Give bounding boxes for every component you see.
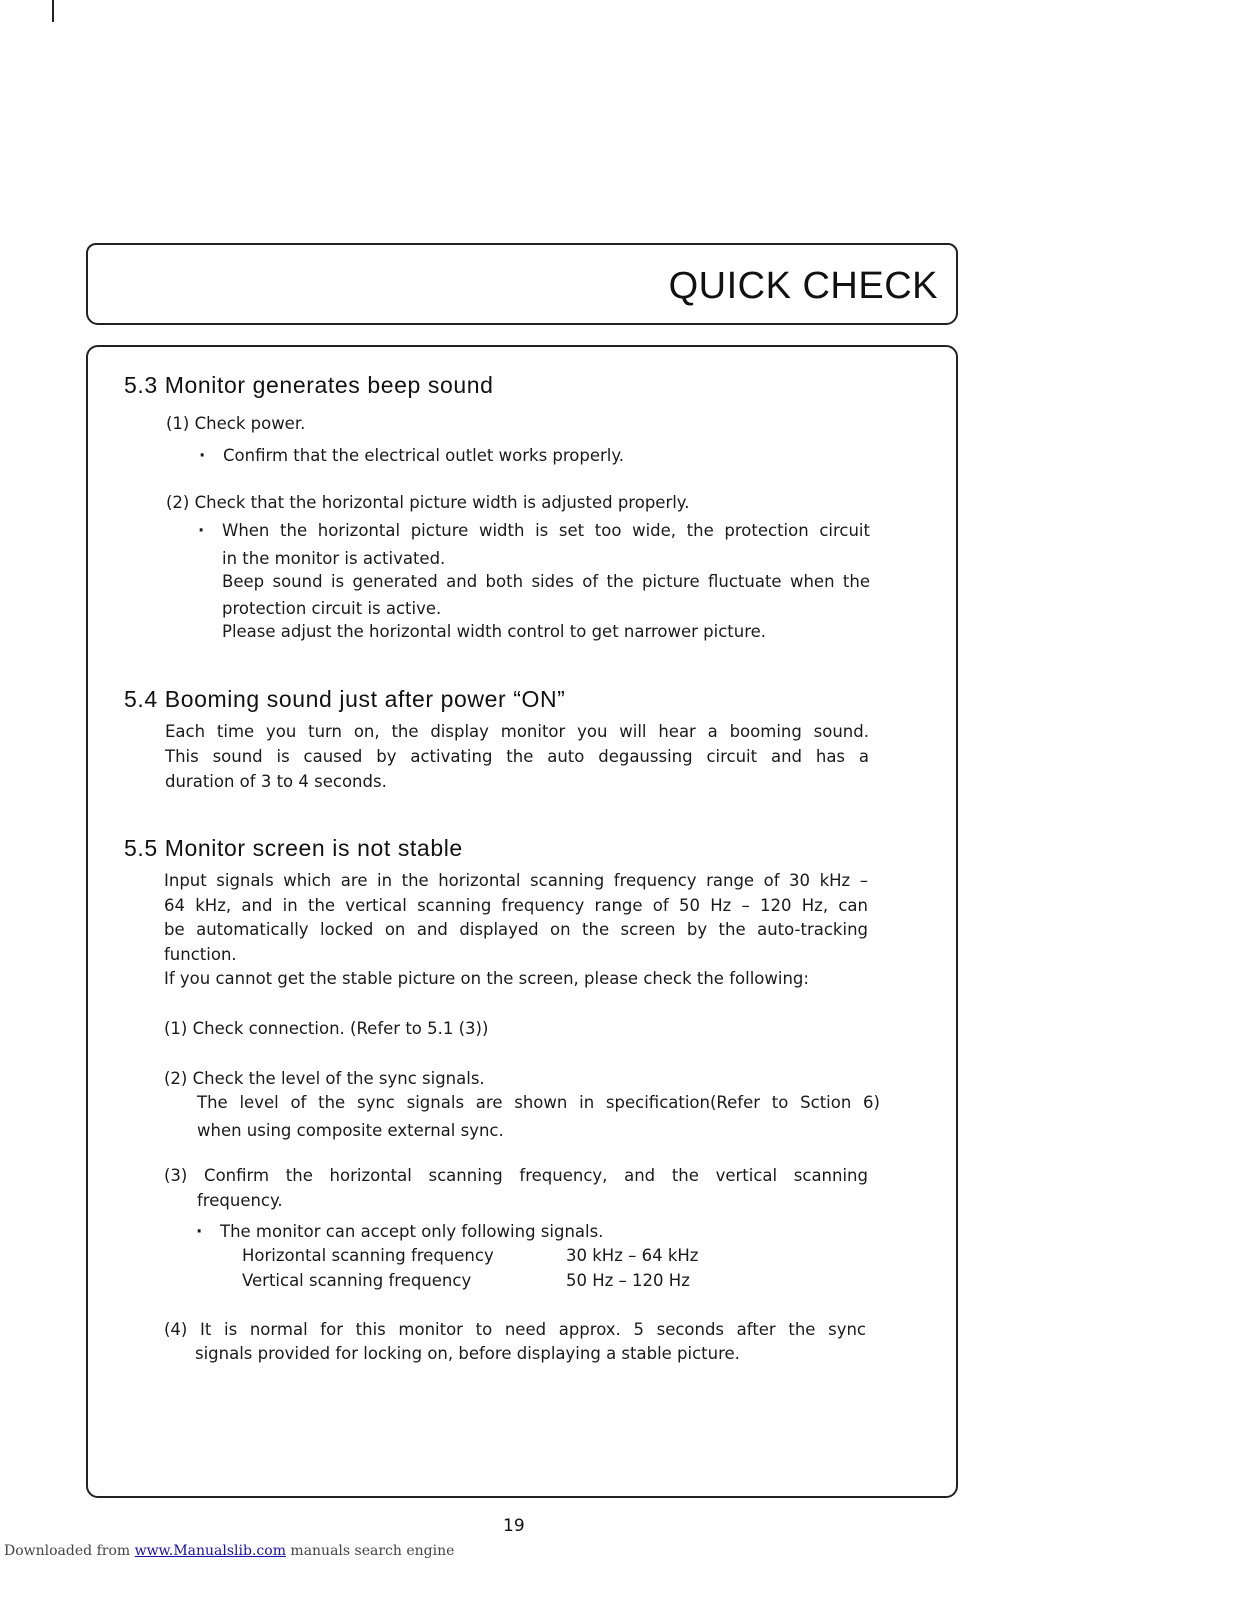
download-footer bbox=[4, 1543, 454, 1559]
section-5-5-title: 5.5 Monitor screen is not stable bbox=[124, 835, 463, 861]
section-5-3-item-2-line-1: · When the horizontal picture width is set too wide, the protection circuit bbox=[222, 519, 870, 544]
section-5-5-item-2: (2) Check the level of the sync signals. bbox=[164, 1069, 485, 1088]
section-5-5-item-3-line-2: frequency. bbox=[197, 1191, 283, 1210]
footer-prefix: Downloaded from bbox=[4, 1543, 135, 1559]
section-5-5-item-3-bullet: · The monitor can accept only following signals. bbox=[220, 1220, 603, 1245]
section-5-3-item-2-line-4: protection circuit is active. bbox=[222, 599, 442, 618]
section-5-3-item-1: (1) Check power. bbox=[166, 414, 306, 433]
page-number: 19 bbox=[503, 1516, 525, 1536]
section-5-5-item-4-line-1: (4) It is normal for this monitor to need approx. 5 seconds after the sync bbox=[164, 1320, 866, 1339]
section-5-3-item-2: (2) Check that the horizontal picture width is adjusted properly. bbox=[166, 493, 690, 512]
section-5-5-intro-line-2: 64 kHz, and in the vertical scanning frequency range of 50 Hz – 120 Hz, can bbox=[164, 896, 868, 915]
section-5-5-intro-line-1: Input signals which are in the horizontal scanning frequency range of 30 kHz – bbox=[164, 871, 868, 890]
manualslib-link[interactable]: www.Manualslib.com bbox=[134, 1543, 286, 1559]
section-5-3-item-2-line-2: in the monitor is activated. bbox=[222, 549, 446, 568]
section-5-4-line-3: duration of 3 to 4 seconds. bbox=[165, 772, 387, 791]
section-5-5-item-3-line-1: (3) Confirm the horizontal scanning frequency, and the vertical scanning bbox=[164, 1166, 868, 1185]
margin-mark bbox=[52, 0, 54, 22]
section-5-3-item-2-line-3: Beep sound is generated and both sides of the picture fluctuate when the bbox=[222, 572, 870, 591]
section-5-4-line-1: Each time you turn on, the display monitor you will hear a booming sound. bbox=[165, 722, 869, 741]
section-5-4-title: 5.4 Booming sound just after power “ON” bbox=[124, 686, 566, 712]
footer-suffix: manuals search engine bbox=[285, 1543, 455, 1559]
section-5-5-item-2-line-1: The level of the sync signals are shown in specification(Refer to Sction 6) bbox=[197, 1093, 880, 1112]
section-5-4-line-2: This sound is caused by activating the auto degaussing circuit and has a bbox=[165, 747, 869, 766]
section-5-3-item-1-bullet: · Confirm that the electrical outlet works properly. bbox=[223, 444, 624, 469]
section-5-5-item-2-line-2: when using composite external sync. bbox=[197, 1121, 504, 1140]
section-5-5-item-1: (1) Check connection. (Refer to 5.1 (3)) bbox=[164, 1019, 489, 1038]
freq-table-label-horizontal: Horizontal scanning frequency bbox=[242, 1246, 494, 1265]
section-5-3-item-2-line-5: Please adjust the horizontal width control to get narrower picture. bbox=[222, 622, 767, 641]
freq-table-value-horizontal: 30 kHz – 64 kHz bbox=[566, 1246, 699, 1265]
page-header-title: QUICK CHECK bbox=[668, 265, 938, 307]
section-5-5-intro-line-3: be automatically locked on and displayed on the screen by the auto-tracking bbox=[164, 920, 868, 939]
section-5-5-intro-line-5: If you cannot get the stable picture on the screen, please check the following: bbox=[164, 969, 809, 988]
header-frame bbox=[86, 243, 958, 325]
section-5-5-item-4-line-2: signals provided for locking on, before displaying a stable picture. bbox=[195, 1344, 740, 1363]
freq-table-value-vertical: 50 Hz – 120 Hz bbox=[566, 1271, 690, 1290]
section-5-5-intro-line-4: function. bbox=[164, 945, 237, 964]
section-5-3-title: 5.3 Monitor generates beep sound bbox=[124, 372, 494, 398]
freq-table-label-vertical: Vertical scanning frequency bbox=[242, 1271, 472, 1290]
